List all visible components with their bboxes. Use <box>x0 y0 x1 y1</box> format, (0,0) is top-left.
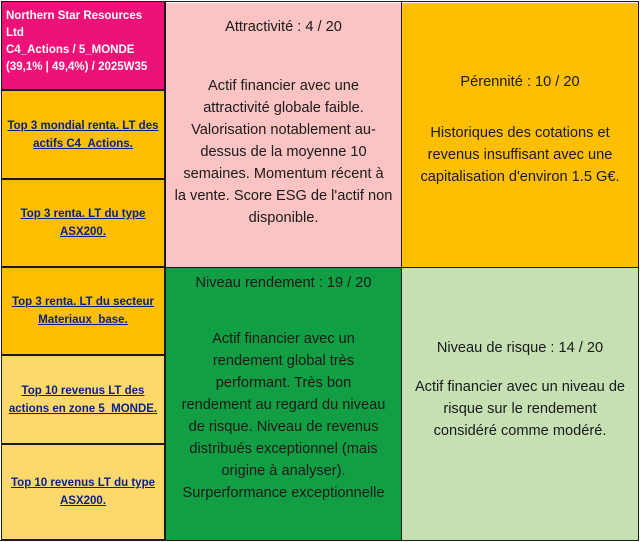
divider-bottom <box>0 540 639 541</box>
risque-panel <box>402 268 638 540</box>
ranking-cell-3[interactable] <box>1 267 165 355</box>
rendement-description: Actif financier avec un rendement global très performant. Très bon rendement au regard du niveau de risque. Niveau de revenus distribués exceptionnel (mais origine à analyser). Surperformance exceptionnelle <box>181 331 386 501</box>
ranking-cell-5[interactable] <box>1 444 165 540</box>
attractivite-title: Attractivité : 4 / 20 <box>225 19 342 35</box>
ranking-link-1[interactable]: Top 3 mondial renta. LT des actifs C4_Actions. <box>7 119 159 150</box>
divider-center <box>165 267 639 268</box>
rendement-panel <box>166 268 401 540</box>
company-name: Northern Star Resources <box>6 10 143 22</box>
rendement-title: Niveau rendement : 19 / 20 <box>195 275 372 291</box>
ranking-link-5[interactable]: Top 10 revenus LT du type ASX200. <box>11 477 155 507</box>
asset-universe: C4_Actions / 5_MONDE <box>6 44 135 56</box>
ranking-link-3[interactable]: Top 3 renta. LT du secteur Materiaux_base. <box>11 296 155 326</box>
attractivite-panel <box>166 3 401 267</box>
ranking-link-2[interactable]: Top 3 renta. LT du type ASX200. <box>20 208 146 238</box>
asset-stats: (39,1% | 49,4%) / 2025W35 <box>6 61 148 73</box>
ranking-link-4[interactable]: Top 10 revenus LT des actions en zone 5_MONDE. <box>8 384 158 415</box>
divider-right <box>638 1 639 541</box>
ranking-cell-4[interactable] <box>1 355 165 444</box>
company-name-cont: Ltd <box>6 27 24 39</box>
divider-left <box>165 1 166 541</box>
divider-middle <box>401 1 402 541</box>
ranking-cell-1[interactable] <box>1 90 165 179</box>
risque-description: Actif financier avec un niveau de risque sur le rendement considéré comme modéré. <box>414 379 626 439</box>
ranking-cell-2[interactable] <box>1 179 165 267</box>
perennite-description: Historiques des cotations et revenus insuffisant avec une capitalisation d'environ 1.5 G€. <box>420 125 620 185</box>
perennite-title: Pérennité : 10 / 20 <box>460 74 580 90</box>
asset-header <box>1 1 165 90</box>
perennite-panel <box>402 3 638 267</box>
attractivite-description: Actif financier avec une attractivité globale faible. Valorisation notablement au- dessus de la moyenne 10 semaines. Momentum récent à la vente. Score ESG de l'actif non disponible. <box>174 78 393 226</box>
divider-top <box>165 1 639 2</box>
risque-title: Niveau de risque : 14 / 20 <box>436 340 604 356</box>
